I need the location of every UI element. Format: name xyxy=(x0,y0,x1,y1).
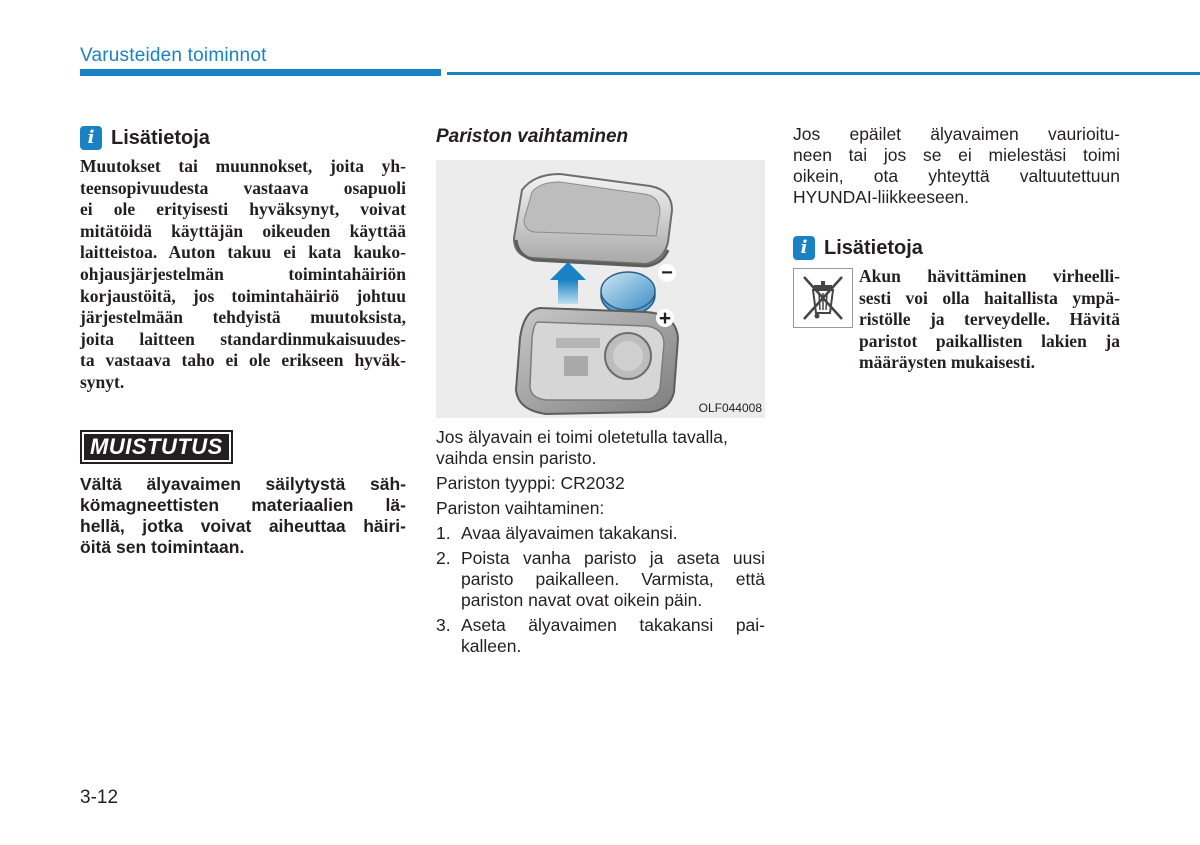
header-bar xyxy=(80,69,441,76)
intro-line: Jos älyavain ei toimi oletetulla tavalla, xyxy=(436,427,728,447)
header-rule xyxy=(447,72,1200,75)
step-line: Avaa älyavaimen takakansi. xyxy=(461,523,678,543)
step-item xyxy=(436,615,765,657)
info-line: laitteistoa. Auton takuu ei kata kauko- xyxy=(80,242,406,263)
disposal-note xyxy=(793,266,1120,374)
disposal-line: paristot paikallisten lakien ja xyxy=(859,330,1120,351)
plus-sign: + xyxy=(658,307,672,330)
info-line: järjestelmään tehdyistä muutoksista, xyxy=(80,307,406,328)
battery-type: Pariston tyyppi: CR2032 xyxy=(436,473,625,493)
damage-line: oikein, ota yhteyttä valtuutettuun xyxy=(793,166,1120,186)
step-item xyxy=(436,523,765,544)
disposal-line: määräysten mukaisesti. xyxy=(859,352,1035,373)
info-line: joita laitteen standardinmukaisuudes- xyxy=(80,328,406,349)
step-number: 2. xyxy=(436,548,451,568)
info-line: synyt. xyxy=(80,371,125,392)
crossed-bin-icon xyxy=(793,268,853,328)
notice-label: MUISTUTUS xyxy=(80,430,233,464)
middle-column xyxy=(436,124,765,657)
info-line: korjaustöitä, jos toimintahäiriö johtuu xyxy=(80,285,406,306)
header-title: Varusteiden toiminnot xyxy=(80,45,267,66)
notice-line: Vältä älyavaimen säilytystä säh- xyxy=(80,473,406,494)
notice-text xyxy=(80,474,406,558)
step-line: Poista vanha paristo ja aseta uusi xyxy=(461,548,765,568)
info-title: Lisätietoja xyxy=(111,126,210,149)
info-icon: i xyxy=(793,236,815,260)
damage-paragraph xyxy=(793,124,1120,208)
disposal-line: sesti voi olla haitallista ympä- xyxy=(859,287,1120,308)
info-line: ohjausjärjestelmän toimintahäiriön xyxy=(80,263,406,284)
intro-line: vaihda ensin paristo. xyxy=(436,448,597,468)
notice-line: hellä, jotka voivat aiheuttaa häiri- xyxy=(80,515,406,536)
notice-line: öitä sen toimintaan. xyxy=(80,536,245,557)
disposal-line: ristölle ja terveydelle. Hävitä xyxy=(859,309,1120,330)
step-line: Aseta älyavaimen takakansi pai- xyxy=(461,615,765,635)
battery-body xyxy=(436,427,765,657)
smart-key-illustration xyxy=(436,160,765,418)
step-number: 3. xyxy=(436,615,451,635)
info-line: Muutokset tai muunnokset, joita yh- xyxy=(80,156,406,176)
disposal-line: Akun hävittäminen virheelli- xyxy=(859,266,1120,286)
info-heading xyxy=(80,124,406,152)
page-number: 3-12 xyxy=(80,787,119,808)
damage-line: neen tai jos se ei mielestäsi toimi xyxy=(793,145,1120,165)
left-column xyxy=(80,124,406,558)
info-line: teensopivuudesta vastaava osapuoli xyxy=(80,177,406,198)
step-line: paristo paikalleen. Varmista, että xyxy=(461,569,765,589)
info-line: mitätöidä käyttäjän oikeuden käyttää xyxy=(80,220,406,241)
info-icon: i xyxy=(80,126,102,150)
info-line: ei ole erityisesti hyväksynyt, voivat xyxy=(80,199,406,220)
key-battery-figure xyxy=(436,160,765,418)
step-item xyxy=(436,548,765,611)
right-column xyxy=(793,124,1120,374)
minus-sign: − xyxy=(661,262,673,284)
damage-line: Jos epäilet älyavaimen vaurioitu- xyxy=(793,124,1120,144)
step-line: kalleen. xyxy=(461,636,522,656)
battery-icon xyxy=(601,272,655,315)
figure-code: OLF044008 xyxy=(698,401,762,415)
section-title: Pariston vaihtaminen xyxy=(436,126,629,147)
info-text xyxy=(80,156,406,394)
step-number: 1. xyxy=(436,523,451,543)
disposal-text xyxy=(859,266,1120,374)
damage-line: HYUNDAI-liikkeeseen. xyxy=(793,187,970,207)
info-title: Lisätietoja xyxy=(824,236,923,259)
info-heading xyxy=(793,234,1120,262)
step-line: pariston navat ovat oikein päin. xyxy=(461,590,703,610)
intro-paragraph xyxy=(436,427,765,469)
info-line: ta vastaava taho ei ole erikseen hyväk- xyxy=(80,350,406,371)
steps-heading: Pariston vaihtaminen: xyxy=(436,498,605,518)
notice-line: kömagneettisten materiaalien lä- xyxy=(80,494,406,515)
